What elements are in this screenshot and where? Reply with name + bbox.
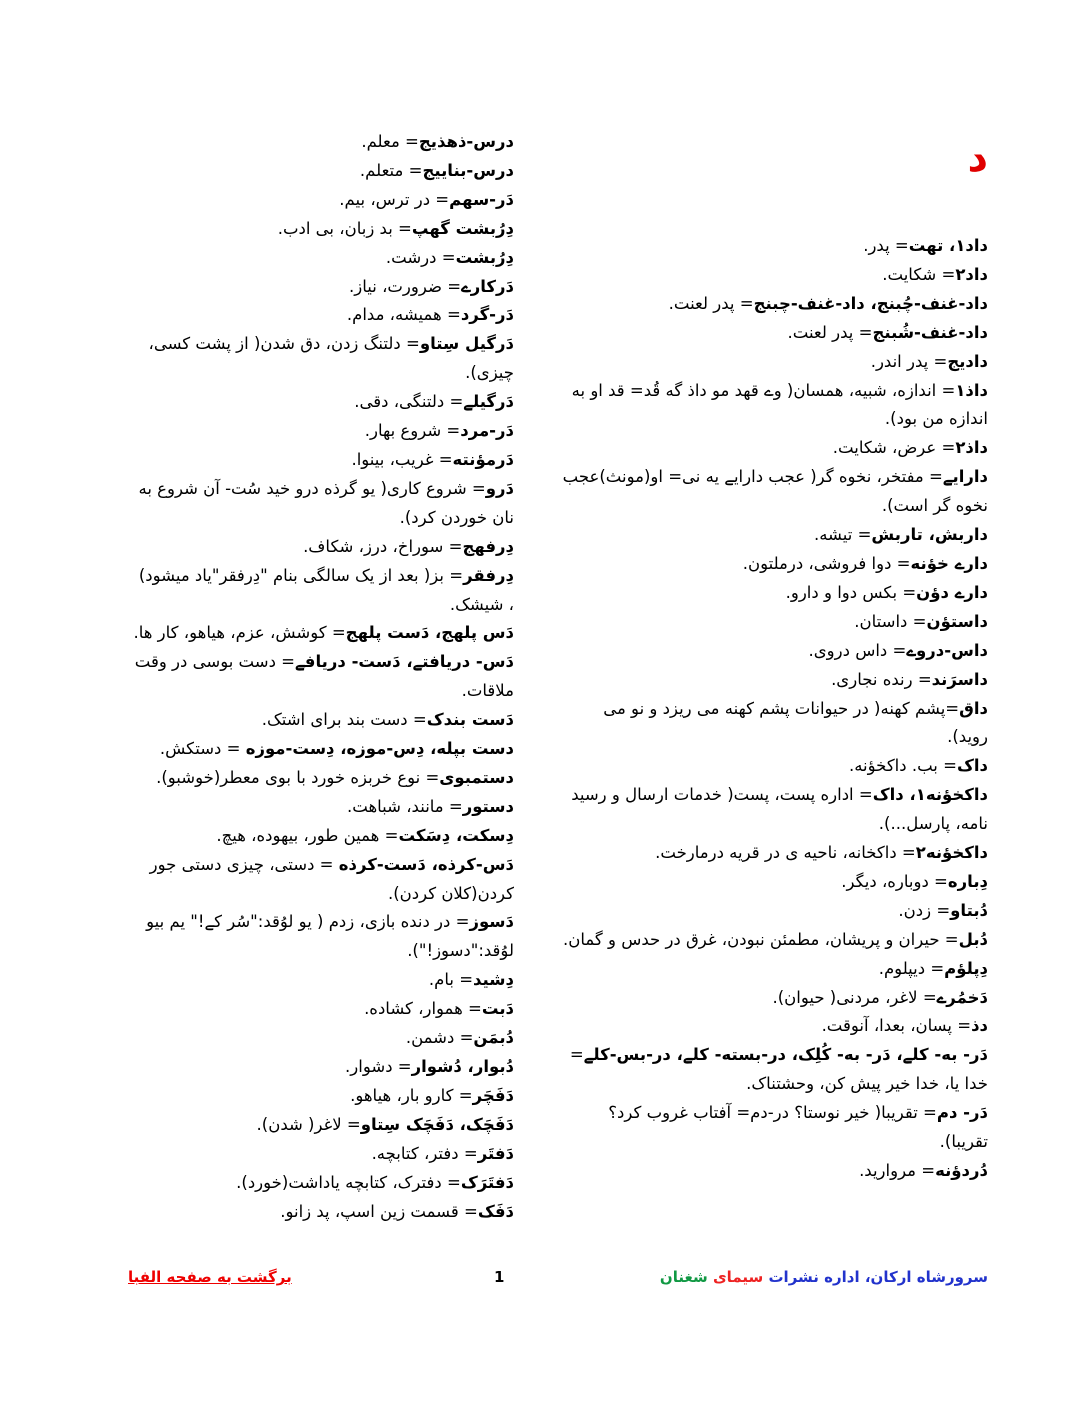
entry-definition: = معلم.	[361, 132, 419, 151]
entry-term: دَبت	[481, 999, 514, 1019]
entry-definition: = زدن.	[898, 900, 951, 920]
dictionary-entry	[132, 1082, 514, 1111]
entry-definition: = بکس دوا و دارو.	[785, 582, 917, 602]
entry-definition: = پدر.	[863, 236, 909, 255]
entry-definition: = شروع کاری( یو گرذه درو خید سُت- آن شروع به نان خوردن کرد).	[138, 478, 514, 527]
entry-definition: = متعلم.	[359, 160, 423, 180]
entry-term: دَرمؤنته	[452, 449, 514, 469]
dictionary-entry	[558, 550, 988, 579]
entry-term: دُبل	[958, 929, 988, 949]
dictionary-entry	[558, 955, 988, 984]
credit-brand-2: شغنان	[659, 1268, 708, 1286]
entry-definition: = دیپلوم.	[878, 958, 945, 978]
entry-term: دارایے	[942, 467, 988, 487]
dictionary-entry	[132, 244, 514, 273]
dictionary-entry	[558, 261, 988, 290]
entry-term: درس-ذهذیج	[418, 132, 514, 151]
dictionary-entry	[558, 232, 988, 261]
entry-definition: = تقریبا( خیر نوستا؟ در-دم= آفتاب غروب کرد؟ تقریبا).	[608, 1103, 988, 1152]
entry-term: داربش، تاربش	[871, 525, 988, 545]
dictionary-column-left	[132, 128, 514, 1226]
dictionary-entry	[132, 562, 514, 620]
dictionary-entry	[132, 793, 514, 822]
footer-credit	[660, 1268, 988, 1286]
dictionary-entry	[132, 475, 514, 533]
entry-definition: = نوع خربزه خورد با بوی معطر(خوشبو).	[156, 767, 440, 787]
dictionary-entry	[132, 388, 514, 417]
dictionary-entry	[132, 822, 514, 851]
entry-definition: = داستان.	[854, 611, 927, 631]
dictionary-entry	[558, 752, 988, 781]
entry-term: داسرَند	[931, 669, 988, 689]
entry-term: داک	[956, 756, 988, 776]
entry-term: دُردؤنه	[935, 1161, 988, 1180]
entry-definition: = دشوار.	[345, 1057, 412, 1076]
entry-term: دَخمُرے	[936, 987, 988, 1007]
entry-definition: =پشم کهنه( در حیوانات پشم کهنه می ریزد و نو می روید).	[603, 698, 988, 747]
entry-definition: = قسمت زین اسپ، پد زانو.	[280, 1201, 478, 1221]
entry-term: داق	[959, 698, 988, 718]
entry-definition: = سوراخ، درز، شکاف.	[303, 536, 463, 556]
entry-term: داد-غنف-شُبنج	[872, 322, 988, 342]
entry-definition: = شروع بهار.	[364, 421, 461, 441]
entry-term: دِرفهج	[462, 536, 514, 556]
entry-term: دَر-مرد	[460, 421, 514, 441]
entry-definition: = اندازه، شبیه، همسان( وے قهد مو داذ گه قُد= قد او به اندازه من بود).	[571, 380, 988, 429]
entry-term: دستمبوی	[439, 767, 514, 787]
dictionary-entry	[132, 446, 514, 475]
entry-term: دَرو	[485, 478, 514, 498]
entry-definition: = پدر لعنت.	[668, 293, 754, 313]
entry-definition: = بد زبان، بی ادب.	[277, 218, 412, 238]
dictionary-entry	[558, 1041, 988, 1099]
entry-term: دُبمَن	[473, 1028, 514, 1048]
entry-term: دادیج	[947, 351, 988, 371]
dictionary-entry	[558, 521, 988, 550]
dictionary-entry	[558, 1012, 988, 1041]
entry-term: داکخؤنه۱، داک	[872, 785, 988, 805]
entry-term: دَس- دریافتے، دَست- دریافے	[295, 652, 514, 672]
dictionary-entry	[132, 908, 514, 966]
dictionary-entry	[558, 984, 988, 1013]
dictionary-entry	[558, 897, 988, 926]
dictionary-entry	[558, 319, 988, 348]
entry-term: دِشید	[473, 970, 514, 990]
entry-definition: = دوباره، دیگر.	[841, 871, 948, 891]
entry-term: دَرکارے	[461, 276, 514, 296]
entry-definition: = دلتنگی، دقی.	[354, 392, 464, 412]
dictionary-entry	[558, 1099, 988, 1157]
dictionary-entry	[132, 735, 514, 764]
entry-definition: = مروارید.	[859, 1161, 936, 1180]
entry-term: دِرفقر	[463, 565, 514, 585]
dictionary-entry	[132, 1140, 514, 1169]
entry-term: دِسکت، دِسَکت	[398, 825, 514, 845]
dictionary-entry	[132, 1169, 514, 1198]
dictionary-entry	[558, 434, 988, 463]
dictionary-entry	[132, 273, 514, 302]
entry-term: دِرُبشت گهپ	[411, 218, 514, 238]
dictionary-entry	[558, 666, 988, 695]
entry-definition: = کارو بار، هیاهو.	[350, 1085, 473, 1105]
entry-term: دَر-گرد	[460, 305, 514, 325]
entry-definition: = دفتر، کتابچه.	[371, 1143, 478, 1163]
entry-definition: = اداره پست، پست( خدمات ارسال و رسید نامه، پارسل...).	[571, 785, 988, 834]
entry-term: دَسوز	[469, 912, 514, 932]
dictionary-entry	[132, 764, 514, 793]
entry-term: دارے خؤنه	[910, 553, 988, 573]
entry-term: دُبتاو	[950, 900, 988, 920]
dictionary-entry	[132, 301, 514, 330]
dictionary-entry	[132, 215, 514, 244]
entry-definition: = مفتخر، نخوه گر( عجب دارایے یه نی= او(مونث)عجب نخوه گر است).	[562, 467, 988, 516]
entry-definition: = پسان، بعدا، آنوقت.	[821, 1016, 972, 1036]
entry-definition: = لاغر، مردنی( حیوان).	[772, 987, 937, 1007]
dictionary-entry	[132, 1111, 514, 1140]
dictionary-entry	[558, 695, 988, 753]
dictionary-entry	[132, 330, 514, 388]
entry-term: دَر- به- کلے، دَر- به- کُلِک، در-بسته- کلے، در-بس-کلے	[583, 1045, 988, 1065]
entry-term: داد۱، تهت	[908, 236, 988, 255]
entry-definition: = در دنده بازی، زدم ( یو لوُقد:"سُر کے!" یم بیو لوُقد:"دسوز!").	[146, 912, 514, 961]
entry-term: دَفَچَک، دَفَچَک سِتاو	[360, 1114, 514, 1134]
dictionary-entry	[558, 463, 988, 521]
entry-term: دِپلؤم	[944, 958, 988, 978]
dictionary-entry	[558, 926, 988, 955]
entry-term: دِباره	[947, 871, 988, 891]
entry-definition: = دفترک، کتابچه یاداشت(خورد).	[236, 1172, 461, 1192]
entry-term: دَرگیل سِتاو	[419, 334, 514, 354]
dictionary-entry	[132, 995, 514, 1024]
entry-term: دذ	[971, 1016, 988, 1036]
entry-term: داذ۲	[955, 438, 988, 458]
entry-term: دَست بندک	[426, 710, 514, 730]
dictionary-entry	[558, 579, 988, 608]
dictionary-entry	[132, 1024, 514, 1053]
dictionary-entry	[558, 637, 988, 666]
dictionary-entry	[132, 648, 514, 706]
entry-definition: = در ترس، بیم.	[339, 189, 450, 209]
dictionary-entry	[558, 377, 988, 435]
entry-definition: = دست بند برای اشتک.	[261, 710, 427, 730]
entry-definition: = تیشه.	[813, 525, 872, 545]
entry-definition: = مانند، شباهت.	[347, 796, 463, 816]
dictionary-entry	[558, 608, 988, 637]
entry-definition: = همین طور، بیهوده، هیچ.	[216, 825, 399, 845]
entry-term: داد۲	[955, 264, 988, 284]
entry-definition: = دستکش.	[159, 739, 246, 759]
entry-definition: = دست بوسی در وقت ملاقات.	[134, 652, 514, 701]
entry-term: داستؤن	[926, 611, 988, 631]
entry-definition: = بام.	[428, 970, 474, 990]
entry-term: دِرُبشت	[455, 247, 514, 267]
dictionary-entry	[558, 1157, 988, 1186]
entry-term: دَفتَر	[477, 1143, 514, 1163]
dictionary-entry	[132, 966, 514, 995]
entry-term: دَفتَرَک	[460, 1172, 514, 1192]
dictionary-entry	[558, 868, 988, 897]
dictionary-entry	[558, 781, 988, 839]
dictionary-entry	[558, 839, 988, 868]
dictionary-entry	[558, 348, 988, 377]
dictionary-entry	[132, 1053, 514, 1082]
entry-term: دَر-سهم	[449, 189, 514, 209]
credit-author: سرورشاه ارکان،	[864, 1268, 988, 1286]
dictionary-entry	[132, 186, 514, 215]
entry-term: دُبوار، دُشوار	[411, 1057, 514, 1076]
entry-term: دَس پلهج، دَست پلهج	[345, 623, 514, 643]
entry-definition: = لاغر( شدن).	[256, 1114, 361, 1134]
entry-term: دَفَچَر	[472, 1085, 514, 1105]
dictionary-entry	[132, 1198, 514, 1227]
credit-brand-1: سیمای	[712, 1268, 764, 1286]
entry-definition: = دستی، چیزی دستی جور کردن(کلان کردن).	[149, 854, 514, 903]
entry-term: دست بپله، دِس-موزه، دِست-موزه	[245, 739, 514, 759]
dictionary-entry	[132, 417, 514, 446]
entry-definition: = هموار، کشاده.	[364, 999, 482, 1019]
entry-definition: = داکخانه، ناحیه ی در قریه درمارخت.	[655, 843, 916, 863]
dictionary-entry	[132, 157, 514, 186]
entry-definition: = داس دروی.	[808, 640, 907, 660]
entry-definition: = خدا یا، خدا خیر پیش کن، وحشتناک.	[569, 1045, 988, 1094]
entry-definition: = عرض، شکایت.	[832, 438, 956, 458]
dictionary-entry	[132, 851, 514, 909]
entry-definition: = رنده نجاری.	[831, 669, 932, 689]
dictionary-entry	[132, 128, 514, 157]
entry-term: دارے دؤن	[916, 582, 988, 602]
entry-term: دَفَک	[477, 1201, 514, 1221]
entry-term: درس-بناییج	[422, 160, 514, 180]
entry-definition: = بز( بعد از یک سالگی بنام "دِرفقر"یاد میشود) ، شیشک.	[138, 565, 514, 614]
entry-definition: = دوا فروشی، درملتون.	[742, 553, 911, 573]
entry-term: دستور	[462, 796, 514, 816]
dictionary-entry	[132, 706, 514, 735]
entry-term: داذ۱	[955, 380, 988, 400]
entry-definition: = پدر لعنت.	[787, 322, 873, 342]
back-to-alphabet-link[interactable]: برگشت به صفحه الفبا	[128, 1268, 292, 1286]
entry-definition: = دلتنگ زدن، دق شدن( از پشت کسی، چیزی).	[148, 334, 514, 383]
dictionary-entry	[132, 619, 514, 648]
entry-term: داس-دروے	[906, 640, 988, 660]
entry-term: دَس-کرذه، دَست-کرذه	[338, 854, 514, 874]
entry-definition: = بب. داکخؤنه.	[848, 756, 957, 776]
entry-definition: = کوشش، عزم، هیاهو، کار ها.	[133, 623, 346, 643]
section-letter-heading: د	[967, 135, 988, 181]
entry-term: داد-غنف-چُبنج، داد-غنف-چبنج	[753, 293, 988, 313]
entry-term: داکخؤنه۲	[915, 843, 988, 863]
dictionary-entry	[132, 533, 514, 562]
entry-definition: = غریب، بینوا.	[351, 449, 453, 469]
entry-definition: = ضرورت، نیاز.	[349, 276, 462, 296]
entry-definition: = حیران و پریشان، مطمئن نبودن، غرق در حدس و گمان.	[562, 929, 959, 949]
entry-term: دَر- دم	[936, 1103, 988, 1123]
dictionary-column-right	[558, 232, 988, 1186]
entry-definition: = همیشه، مدام.	[346, 305, 461, 325]
page-number: 1	[494, 1268, 505, 1286]
entry-definition: = شکایت.	[882, 264, 956, 284]
entry-definition: = درشت.	[385, 247, 456, 267]
entry-term: دَرگیلے	[463, 392, 514, 412]
entry-definition: = دشمن.	[405, 1028, 474, 1048]
credit-org: اداره نشرات	[768, 1268, 860, 1286]
dictionary-entry	[558, 290, 988, 319]
entry-definition: = پدر اندر.	[870, 351, 948, 371]
